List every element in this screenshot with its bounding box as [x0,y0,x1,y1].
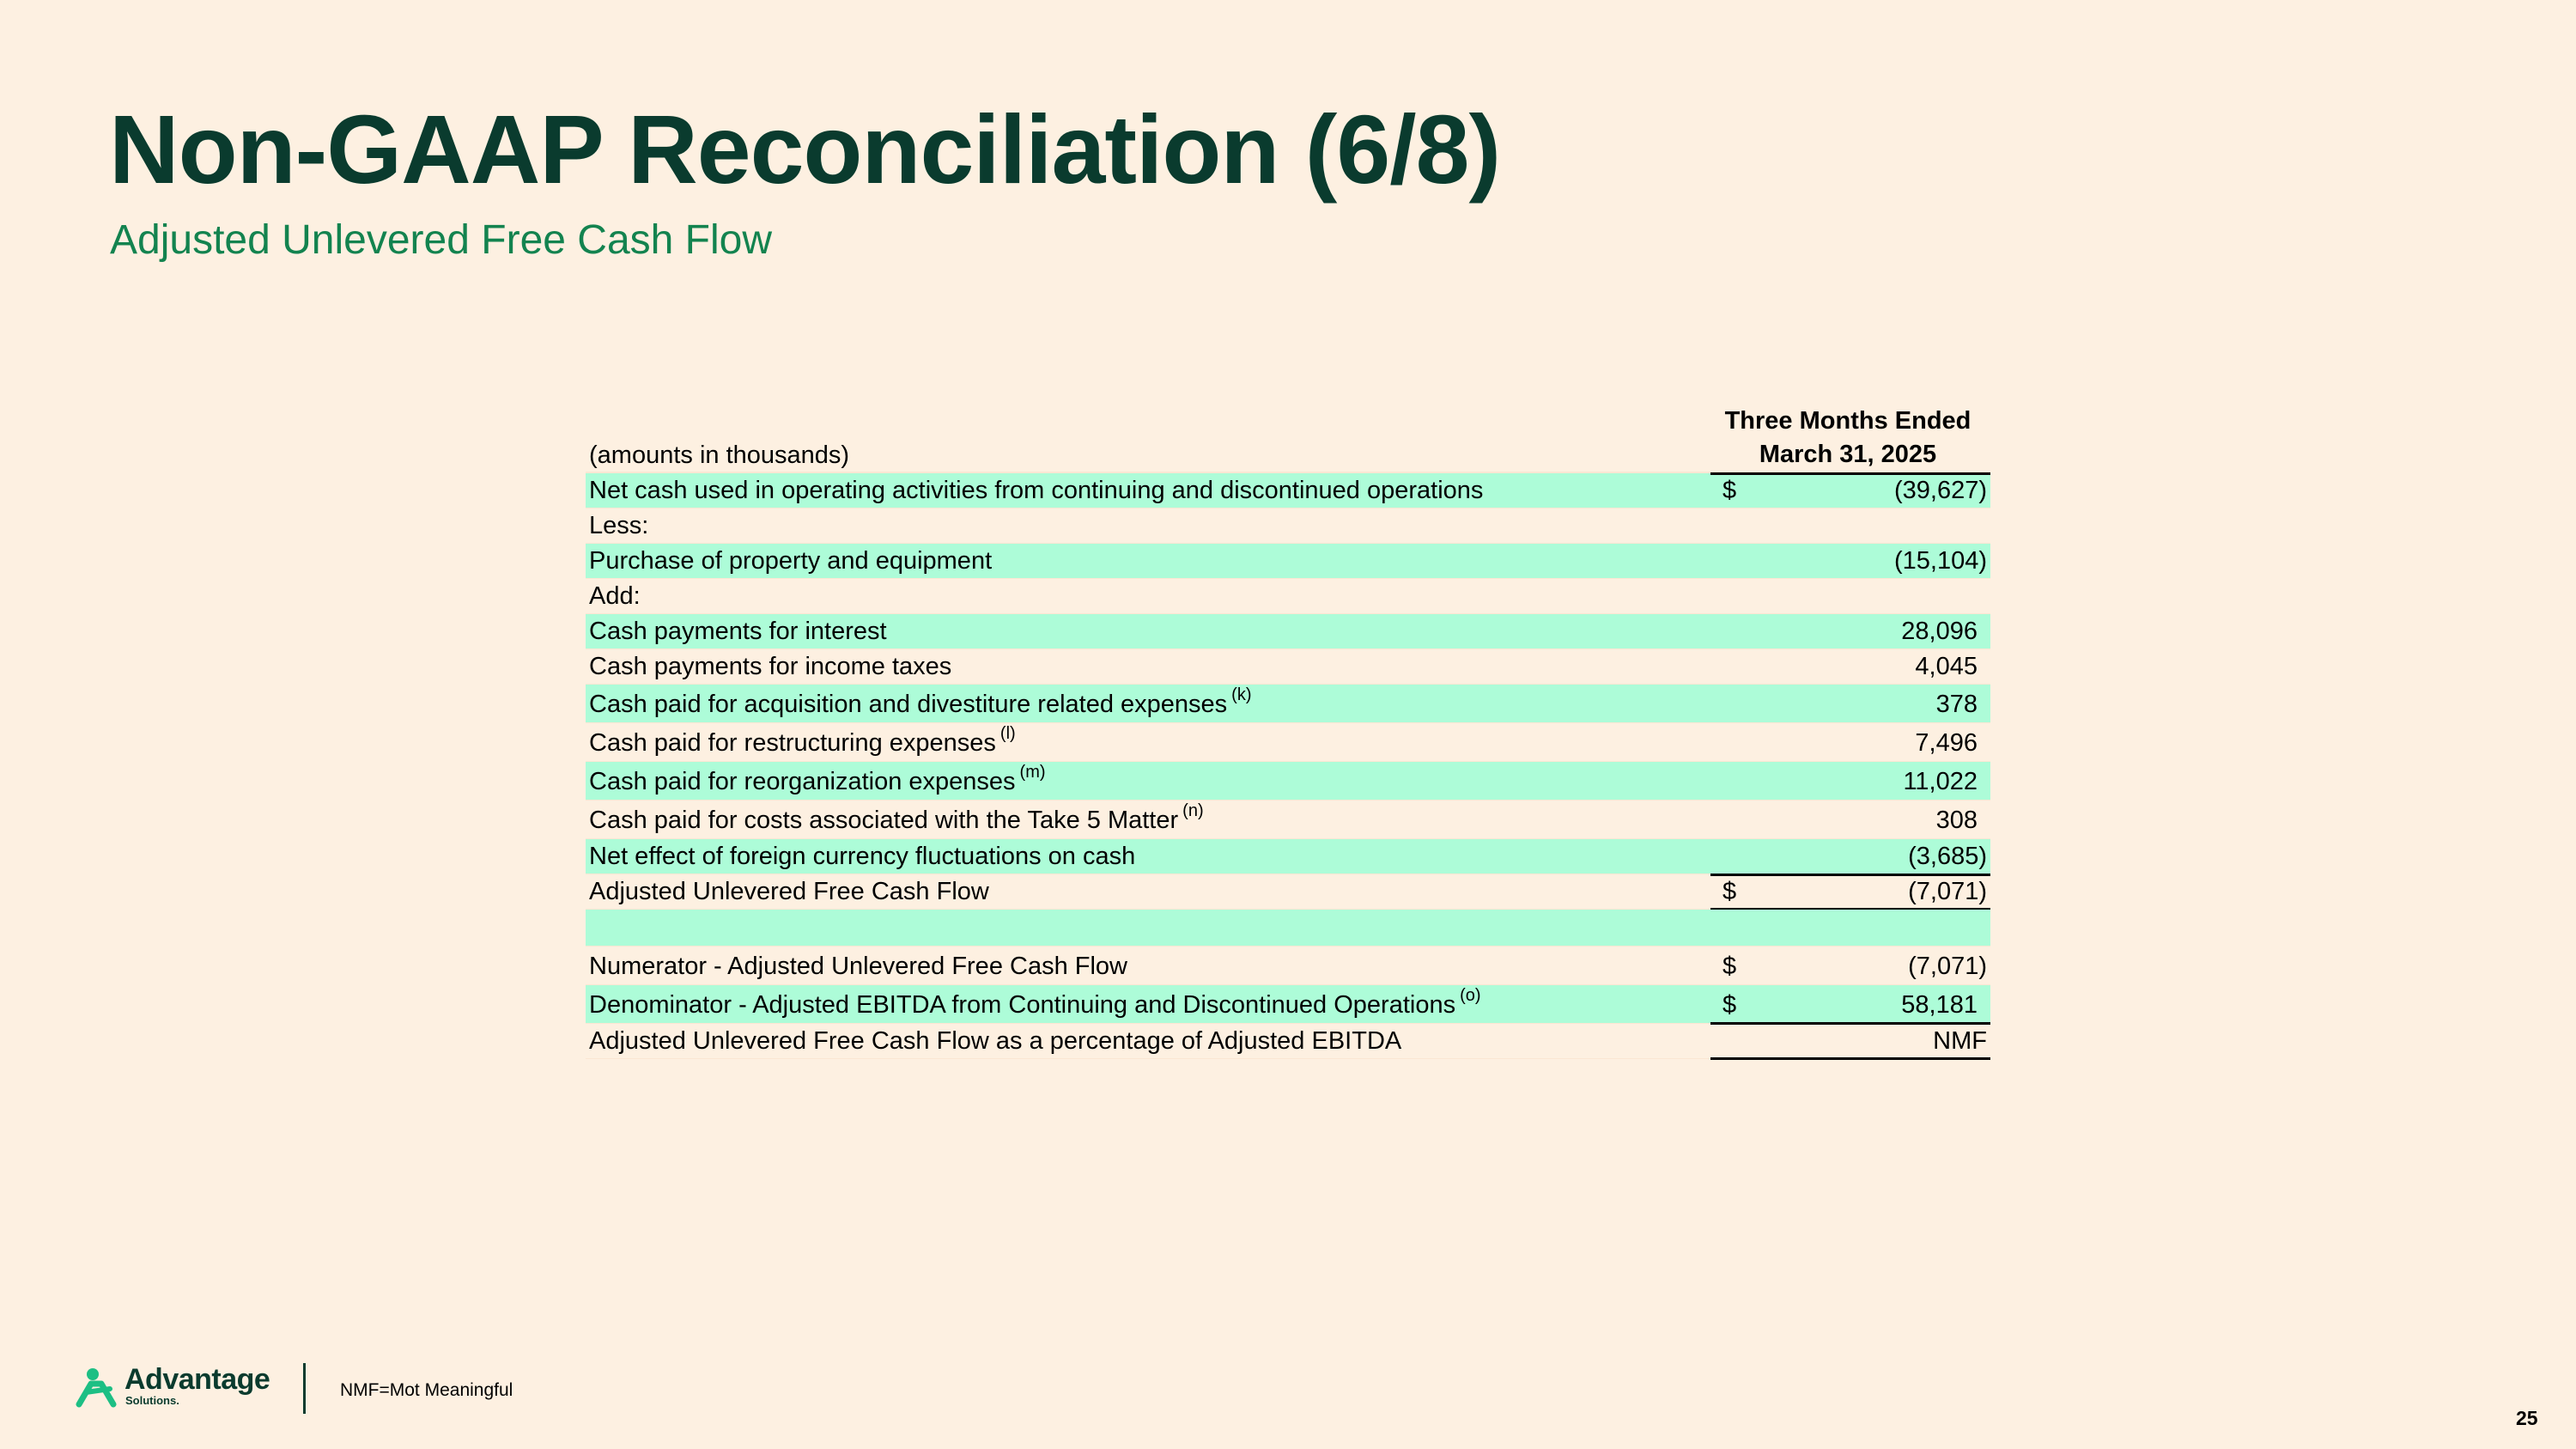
row-label: Cash paid for acquisition and divestiture related expenses $^{(k)}$ [589,685,1252,718]
table-row [586,508,1990,544]
row-label: Adjusted Unlevered Free Cash Flow as a percentage of Adjusted EBITDA [589,1027,1402,1055]
row-label: Adjusted Unlevered Free Cash Flow [589,878,989,905]
footnote-marker: (n) [1182,801,1204,820]
table-row [586,985,1990,1024]
column-header [1709,405,1987,472]
logo-mark-icon [76,1367,118,1408]
footnote-text: NMF=Mot Meaningful [340,1380,513,1400]
rule-line [1710,874,1990,876]
row-value: 11,022 [1903,768,1978,795]
row-label: Purchase of property and equipment [589,547,993,575]
row-label: Cash paid for restructuring expenses $^{(l)}$ [589,724,1016,757]
table-row [586,723,1990,762]
currency-symbol: $ [1722,477,1737,504]
table-row [586,1024,1990,1059]
row-value: 4,045 [1915,653,1978,680]
row-value: (3,685) [1908,843,1987,870]
row-label: Cash paid for costs associated with the Take 5 Matter $^{(n)}$ [589,801,1204,834]
footer-divider [303,1363,306,1414]
table-row [586,874,1990,910]
table-row [586,947,1990,985]
logo-subtext: Solutions. [125,1394,179,1407]
row-label: Net cash used in operating activities from continuing and discontinued operations [589,477,1484,504]
row-label: Add: [589,582,641,610]
rule-line [1710,1057,1990,1060]
row-label: Denominator - Adjusted EBITDA from Continuing and Discontinued Operations $^{(o)}$ [589,986,1481,1019]
row-value: (7,071) [1908,953,1987,980]
row-value: 308 [1935,807,1978,834]
table-row [586,910,1990,947]
currency-symbol: $ [1722,953,1737,980]
row-label: Cash payments for interest [589,618,887,645]
row-label: Numerator - Adjusted Unlevered Free Cash Flow [589,953,1127,980]
row-value: 58,181 [1901,991,1978,1019]
currency-symbol: $ [1722,878,1737,905]
footnote-marker: (o) [1460,986,1481,1005]
row-value: NMF [1933,1027,1987,1055]
table-row [586,762,1990,801]
row-label: Cash payments for income taxes [589,653,952,680]
row-value: 7,496 [1915,729,1978,757]
table-row [586,685,1990,723]
table-header [586,399,1990,473]
units-label: (amounts in thousands) [589,441,850,469]
row-label: Net effect of foreign currency fluctuations on cash [589,843,1136,870]
slide-subtitle: Adjusted Unlevered Free Cash Flow [110,217,773,263]
rule-line [1710,472,1990,475]
slide-title: Non-GAAP Reconciliation (6/8) [109,95,1501,204]
footnote-marker: (l) [999,724,1016,743]
table-row [586,473,1990,508]
table-row [586,839,1990,874]
row-value: (39,627) [1893,477,1987,504]
table-row [586,544,1990,579]
footnote-marker: (k) [1231,685,1252,704]
row-value: (7,071) [1908,878,1987,905]
table-row [586,614,1990,649]
row-label: Cash paid for reorganization expenses $^{(m)}$ [589,763,1046,795]
footnote-marker: (m) [1019,763,1046,782]
row-label: Less: [589,512,649,539]
row-value: 28,096 [1901,618,1978,645]
currency-symbol: $ [1722,991,1737,1019]
table-row [586,801,1990,839]
page-number: 25 [2516,1407,2538,1429]
column-header-line-2: March 31, 2025 [1759,441,1937,468]
row-value: 378 [1935,691,1978,718]
logo-wordmark: Advantage [125,1363,270,1396]
row-value: (15,104) [1893,547,1987,575]
reconciliation-table [586,399,1990,1059]
column-header-line-1: Three Months Ended [1724,407,1971,435]
table-row [586,579,1990,614]
table-row [586,649,1990,685]
